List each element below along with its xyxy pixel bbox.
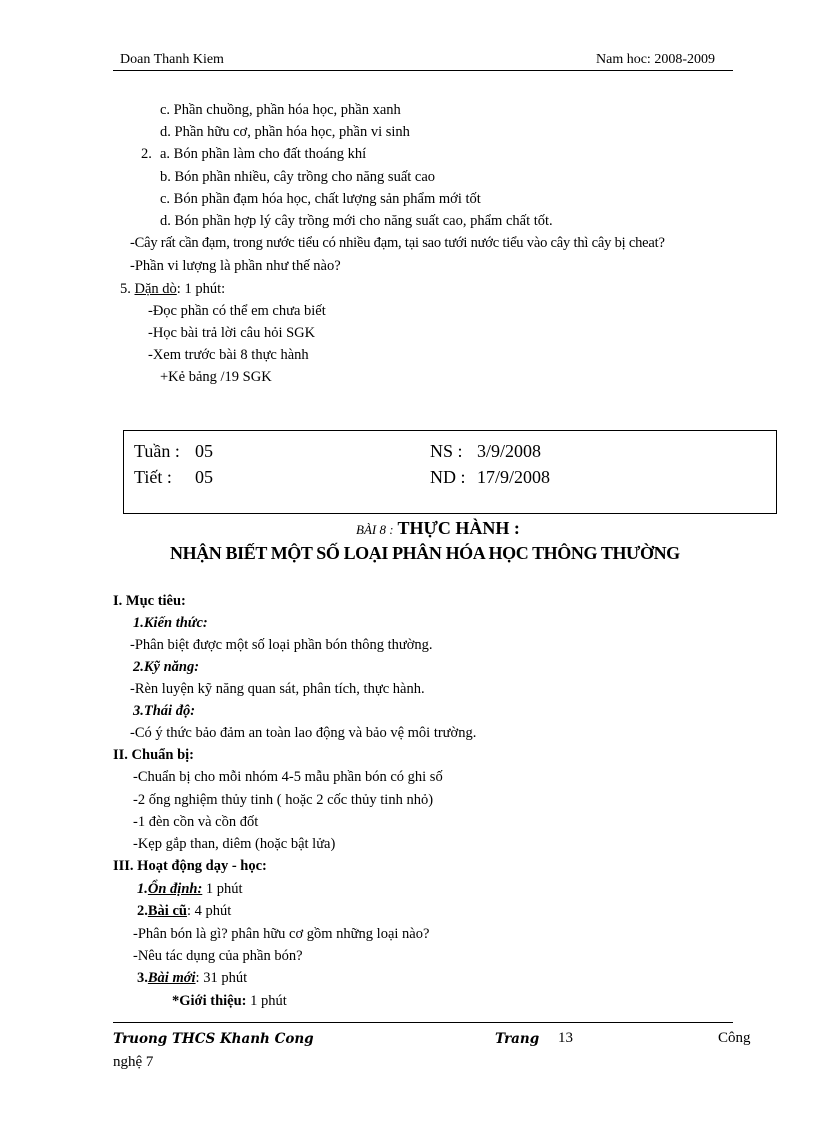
gioi-thieu-label: *Giới thiệu: (172, 993, 247, 1009)
lesson-title-line (356, 518, 520, 539)
q2-option-b: b. Bón phần nhiều, cây trồng cho năng suất cao (160, 169, 436, 185)
tiet-label: Tiết : (134, 467, 172, 487)
on-dinh-line (137, 881, 243, 898)
bai-moi-number: 3. (137, 970, 148, 986)
tuan-value: 05 (195, 441, 213, 461)
lesson-number: BÀI 8 : (356, 522, 394, 537)
header-rule (113, 70, 733, 71)
chuan-bi-item-3: -1 đèn cồn và cồn đốt (133, 814, 259, 830)
bai-moi-label: Bài mới (147, 970, 196, 986)
question-4: -Phần vi lượng là phần như thế nào? (130, 258, 341, 274)
dando-item-1: -Đọc phần có thể em chưa biết (148, 303, 326, 319)
lesson-heading: THỰC HÀNH : (397, 518, 520, 538)
q1-option-d: d. Phần hữu cơ, phần hóa học, phần vi sinh (160, 124, 410, 140)
thai-do-label: 3.Thái độ: (133, 703, 196, 719)
nd-label: ND : (430, 467, 466, 487)
q2-option-c: c. Bón phần đạm hóa học, chất lượng sản phẩm mới tốt (160, 191, 481, 207)
q2-number: 2. (141, 146, 152, 162)
thai-do-text: -Có ý thức bảo đảm an toàn lao động và bảo vệ môi trường. (130, 725, 477, 741)
ns-value: 3/9/2008 (477, 441, 542, 461)
section-3-heading: III. Hoạt động dạy - học: (113, 858, 267, 874)
on-dinh-time: 1 phút (202, 881, 243, 897)
q2-option-a: a. Bón phần làm cho đất thoáng khí (160, 146, 367, 162)
bai-cu-question-1: -Phân bón là gì? phân hữu cơ gồm những loại nào? (133, 926, 430, 942)
dando-item-3: -Xem trước bài 8 thực hành (148, 347, 309, 363)
section-1-heading: I. Mục tiêu: (113, 593, 186, 609)
chuan-bi-item-1: -Chuẩn bị cho mỗi nhóm 4-5 mẫu phần bón có ghi số (133, 769, 443, 785)
q2-option-d: d. Bón phần hợp lý cây trồng mới cho năng suất cao, phẩm chất tốt. (160, 213, 553, 229)
kien-thuc-label: 1.Kiến thức: (133, 615, 208, 631)
footer-rule (113, 1022, 733, 1023)
dando-heading (120, 281, 225, 298)
ky-nang-text: -Rèn luyện kỹ năng quan sát, phân tích, thực hành. (130, 681, 425, 697)
kien-thuc-text: -Phân biệt được một số loại phần bón thông thường. (130, 637, 433, 653)
ns-label: NS : (430, 441, 463, 461)
bai-cu-time: : 4 phút (186, 903, 232, 919)
dando-item-4: +Kẻ bảng /19 SGK (160, 369, 272, 385)
dando-number: 5. (120, 281, 135, 297)
header-school-year: Nam hoc: 2008-2009 (596, 52, 715, 67)
footer-page-label: Trang (495, 1031, 540, 1047)
bai-moi-time: : 31 phút (195, 970, 248, 986)
tiet-value: 05 (195, 467, 213, 487)
on-dinh-number: 1. (137, 881, 148, 897)
bai-moi-line (137, 970, 247, 987)
gioi-thieu-line (172, 993, 287, 1010)
on-dinh-label: Ổn định: (147, 881, 203, 897)
bai-cu-number: 2. (137, 903, 148, 919)
nd-value: 17/9/2008 (477, 467, 551, 487)
q1-option-c: c. Phần chuồng, phần hóa học, phần xanh (160, 102, 401, 118)
gioi-thieu-time: 1 phút (246, 993, 287, 1009)
dando-item-2: -Học bài trả lời câu hỏi SGK (148, 325, 316, 341)
dando-time: : 1 phút: (176, 281, 226, 297)
tuan-label: Tuần : (134, 441, 180, 461)
section-2-heading: II. Chuẩn bị: (113, 747, 194, 763)
footer-subject-2: nghệ 7 (113, 1054, 154, 1070)
footer-school: Truong THCS Khanh Cong (113, 1031, 314, 1047)
chuan-bi-item-4: -Kẹp gắp than, diêm (hoặc bật lửa) (133, 836, 336, 852)
bai-cu-label: Bài cũ (147, 903, 187, 919)
question-3: -Cây rất cần đạm, trong nước tiểu có nhiều đạm, tại sao tưới nước tiểu vào cây thì cây bị cheat? (130, 235, 665, 251)
bai-cu-line (137, 903, 231, 920)
header-author: Doan Thanh Kiem (120, 52, 224, 67)
footer-subject-1: Công (718, 1030, 751, 1046)
chuan-bi-item-2: -2 ống nghiệm thủy tinh ( hoặc 2 cốc thủy tinh nhỏ) (133, 792, 434, 808)
footer-page-number: 13 (558, 1030, 573, 1046)
lesson-subtitle: NHẬN BIẾT MỘT SỐ LOẠI PHÂN HÓA HỌC THÔNG THƯỜNG (170, 543, 680, 563)
dando-label: Dặn dò (134, 281, 177, 297)
bai-cu-question-2: -Nêu tác dụng của phần bón? (133, 948, 303, 964)
ky-nang-label: 2.Kỹ năng: (133, 659, 200, 675)
